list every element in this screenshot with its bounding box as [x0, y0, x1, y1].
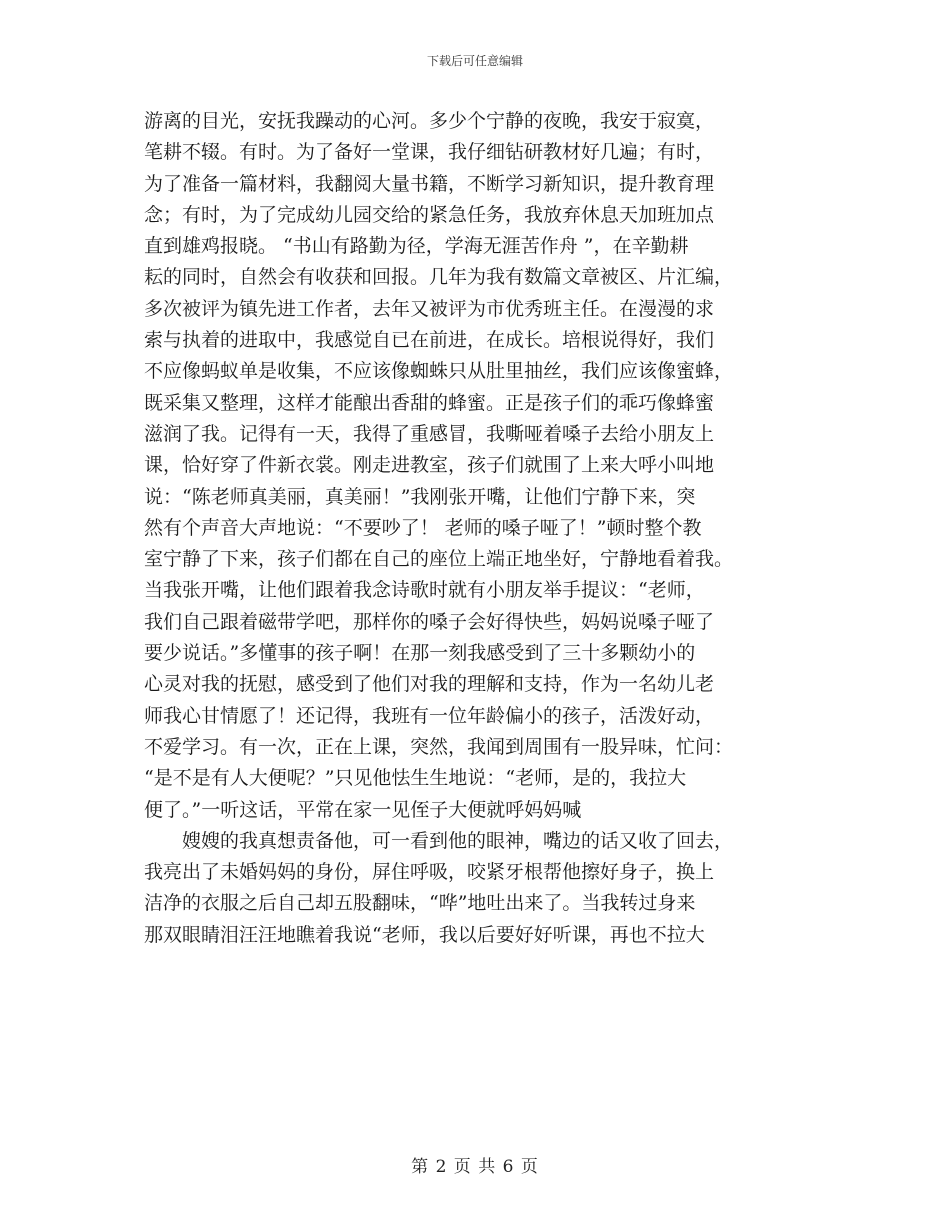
text-line: 不应像蚂蚁单是收集，不应该像蜘蛛只从肚里抽丝，我们应该像蜜蜂，: [144, 360, 734, 383]
text-line: 说：“陈老师真美丽，真美丽！”我刚张开嘴，让他们宁静下来，突: [144, 485, 696, 508]
text-line: 心灵对我的抚慰，感受到了他们对我的理解和支持，作为一名幼儿老: [144, 673, 715, 696]
text-line: 念；有时，为了完成幼儿园交给的紧急任务，我放弃休息天加班加点: [144, 203, 715, 226]
text-line: “是不是有人大便呢？”只见他怯生生地说：“老师，是的，我拉大: [144, 767, 687, 790]
body-text: [144, 106, 808, 951]
text-line: 室宁静了下来，孩子们都在自己的座位上端正地坐好，宁静地看着我。: [144, 548, 734, 571]
text-line: 不爱学习。有一次，正在上课，突然，我闻到周围有一股异味，忙问：: [144, 735, 734, 758]
text-line: 课，恰好穿了件新衣裳。刚走进教室，孩子们就围了上来大呼小叫地: [144, 454, 715, 477]
text-line: 滋润了我。记得有一天，我得了重感冒，我嘶哑着嗓子去给小朋友上: [144, 422, 715, 445]
text-line: 笔耕不辍。有时。为了备好一堂课，我仔细钻研教材好几遍；有时，: [144, 141, 715, 164]
text-line: 要少说话。”多懂事的孩子啊！在那一刻我感受到了三十多颗幼小的: [144, 642, 696, 665]
paragraph-1: [144, 106, 808, 826]
text-line-indented: 嫂嫂的我真想责备他，可一看到他的眼神，嘴边的话又收了回去，: [182, 829, 734, 852]
text-line: 那双眼睛泪汪汪地瞧着我说“老师，我以后要好好听课，再也不拉大: [144, 923, 705, 946]
text-line: 洁净的衣服之后自己却五股翻味，“哗”地吐出来了。当我转过身来: [144, 892, 696, 915]
text-line: 直到雄鸡报晓。 “书山有路勤为径，学海无涯苦作舟 ”，在辛勤耕: [144, 235, 689, 258]
text-line: 为了准备一篇材料，我翻阅大量书籍，不断学习新知识，提升教育理: [144, 172, 715, 195]
text-line: 索与执着的进取中，我感觉自已在前进，在成长。培根说得好，我们: [144, 329, 715, 352]
text-line: 我们自己跟着磁带学吧，那样你的嗓子会好得快些，妈妈说嗓子哑了: [144, 610, 715, 633]
text-line: 当我张开嘴，让他们跟着我念诗歌时就有小朋友举手提议：“老师，: [144, 579, 705, 602]
text-line: 便了。”一听这话，平常在家一见侄子大便就呼妈妈喊: [144, 798, 582, 821]
text-line: 耘的同时，自然会有收获和回报。几年为我有数篇文章被区、片汇编，: [144, 266, 734, 289]
paragraph-2: [144, 826, 808, 951]
text-line: 游离的目光，安抚我躁动的心河。多少个宁静的夜晚，我安于寂寞，: [144, 110, 715, 132]
page-number: 第 2 页 共 6 页: [411, 1157, 539, 1177]
text-line: 我亮出了未婚妈妈的身份，屏住呼吸，咬紧牙根帮他擦好身子，换上: [144, 861, 715, 884]
text-line: 既采集又整理，这样才能酿出香甜的蜂蜜。正是孩子们的乖巧像蜂蜜: [144, 391, 715, 414]
text-line: 多次被评为镇先进工作者，去年又被评为市优秀班主任。在漫漫的求: [144, 297, 715, 320]
text-line: 然有个声音大声地说：“不要吵了！ 老师的嗓子哑了！”顿时整个教: [144, 516, 702, 539]
text-line: 师我心甘情愿了！还记得，我班有一位年龄偏小的孩子，活泼好动，: [144, 704, 715, 727]
page-header: 下载后可任意编辑: [426, 54, 523, 68]
